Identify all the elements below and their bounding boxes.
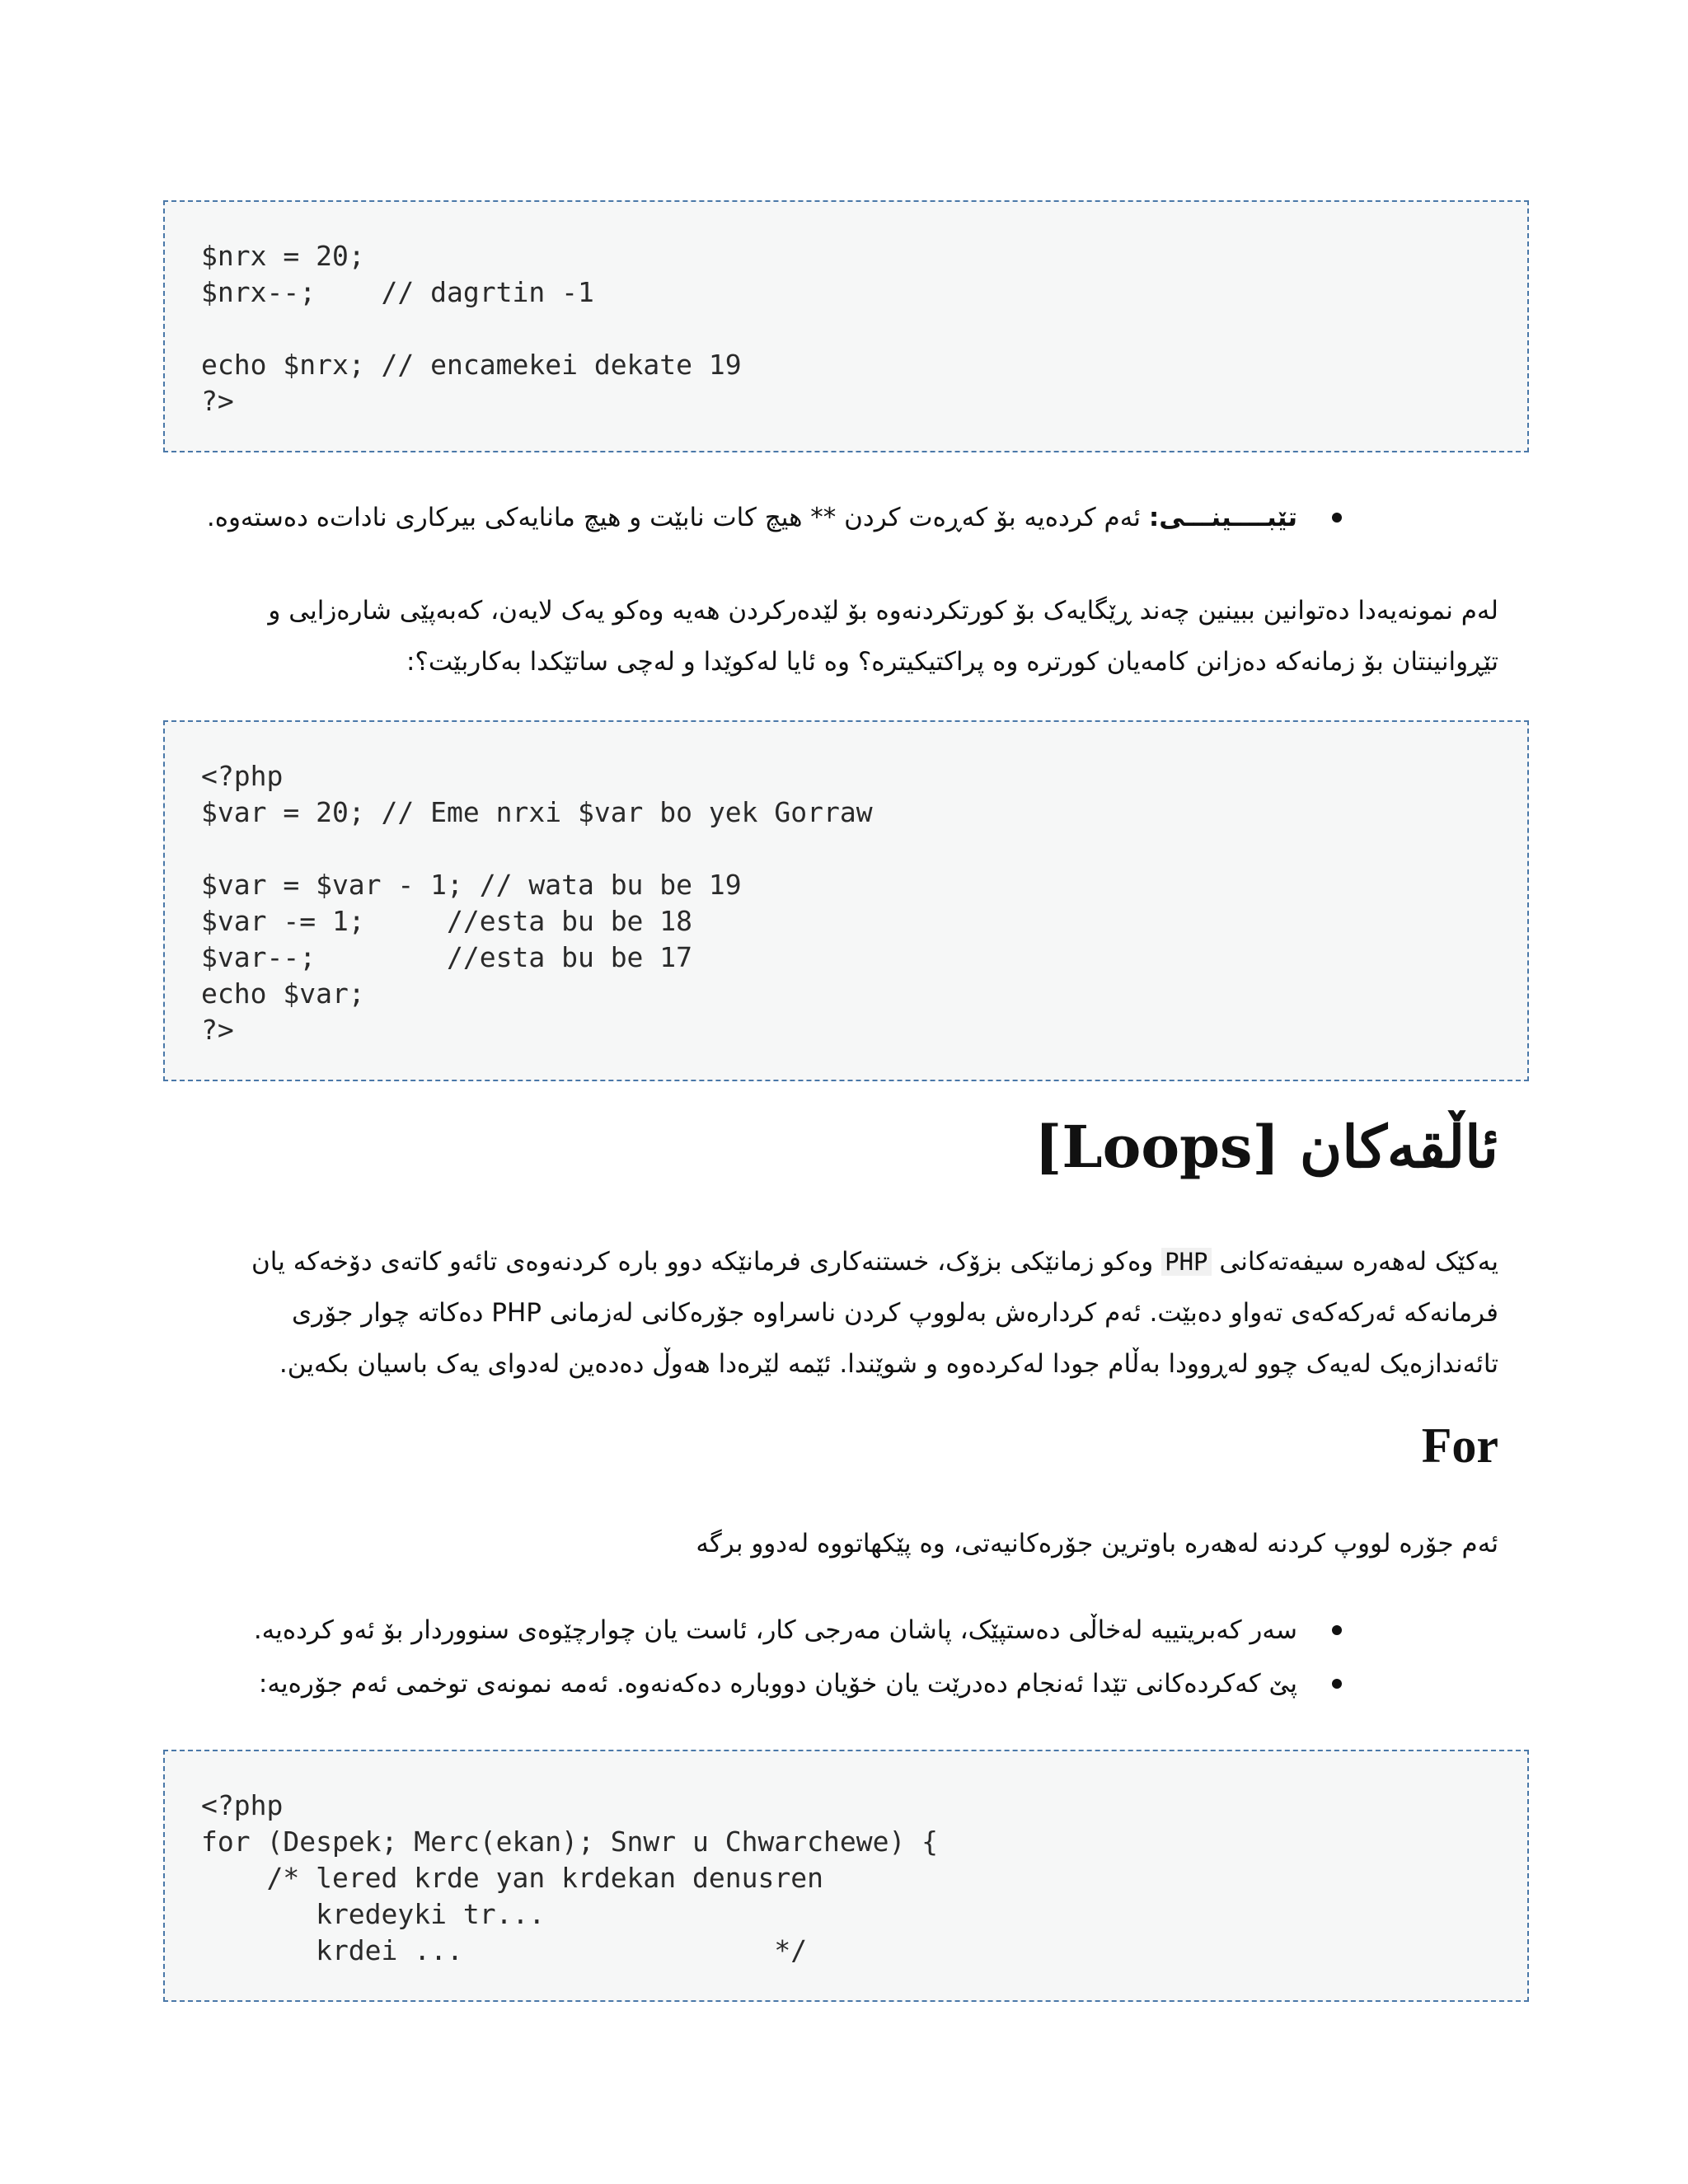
loops-text-after: وەکو زمانێکی بزۆک، خستنەکاری فرمانێکە دوو بارە کردنەوەی تائەو کاتەی دۆخەکە یان فرمانەکە ئەرکەکەی تەواو دەبێت. ئەم کردارەش بەلووپ کردن ناسراوە جۆرەکانی لەزمانی PHP دەکاتە چوار جۆری تائەندازەیک لەیەک چوو لەڕوودا بەڵام جودا لەکردەوە و شوێندا. ئێمە لێرەدا هەوڵ دەدەین لەدوای یەک باسیان بکەین. (251, 1247, 1498, 1379)
bullet-icon (1332, 513, 1342, 523)
bullet-icon (1332, 1625, 1342, 1635)
loops-paragraph (171, 1236, 1498, 1390)
code-text: <?php for (Despek; Merc(ekan); Snwr u Chwarchewe) { /* lered krde yan krdekan denusren kredeyki tr... krdei ... */ (201, 1789, 939, 1966)
php-inline-code: PHP (1161, 1248, 1211, 1276)
code-block-decrement (163, 200, 1529, 452)
for-heading: For (1421, 1418, 1498, 1473)
note-text: ئەم کردەیە بۆ کەڕەت کردن ** هیچ کات نابێت و هیچ مانایەکی بیرکاری نادات‌ە دەستەوە. (206, 503, 1149, 532)
for-intro: ئەم جۆرە لووپ کردنە لەهەرە باوترین جۆرەکانیەتی، وە پێکهاتووە لەدوو برگە (696, 1529, 1498, 1558)
intro-paragraph: لەم نمونەیەدا دەتوانین ببینین چەند ڕێگایەک بۆ کورتکردنەوە بۆ لێدەرکردن هەیە وەکو یەک لایەن، کەبەپێی شارەزایی و تێڕوانینتان بۆ زمانەکە دەزانن کامەیان کورترە وە پراکتیکیترە؟ وە ئایا لەکوێدا و لەچی ساتێکدا بەکاربێت؟: (268, 596, 1498, 677)
for-bullet-text: سەر کەبریتییە لەخاڵی دەستپێک، پاشان مەرجی کار، ئاست یان چوارچێوەی سنووردار بۆ ئەو کردەیە. (253, 1615, 1297, 1645)
code-block-for (163, 1750, 1529, 2002)
loops-heading: ئاڵقەکان [Loops] (1034, 1113, 1498, 1181)
code-block-var (163, 720, 1529, 1081)
for-bullet-2 (259, 1669, 1342, 1699)
note-label: تێبــــینـــی: (1148, 503, 1297, 532)
for-bullet-text: پێ کەکردەکانی تێدا ئەنجام دەدرێت یان خۆیان دووبارە دەکەنەوە. ئەمە نمونەی توخمی ئەم جۆرەیە: (258, 1669, 1297, 1699)
for-bullet-1 (254, 1615, 1342, 1645)
note-bullet (207, 503, 1342, 532)
loops-text-before: یەکێک لەهەرە سیفەتەکانی (1211, 1247, 1498, 1277)
code-text: $nrx = 20; $nrx--; // dagrtin -1 echo $nrx; // encamekei dekate 19 ?> (201, 240, 742, 417)
code-text: <?php $var = 20; // Eme nrxi $var bo yek Gorraw $var = $var - 1; // wata bu be 19 $var -= 1; //esta bu be 18 $var--; //esta bu be 17 echo $var; ?> (201, 760, 873, 1046)
bullet-icon (1332, 1679, 1342, 1689)
